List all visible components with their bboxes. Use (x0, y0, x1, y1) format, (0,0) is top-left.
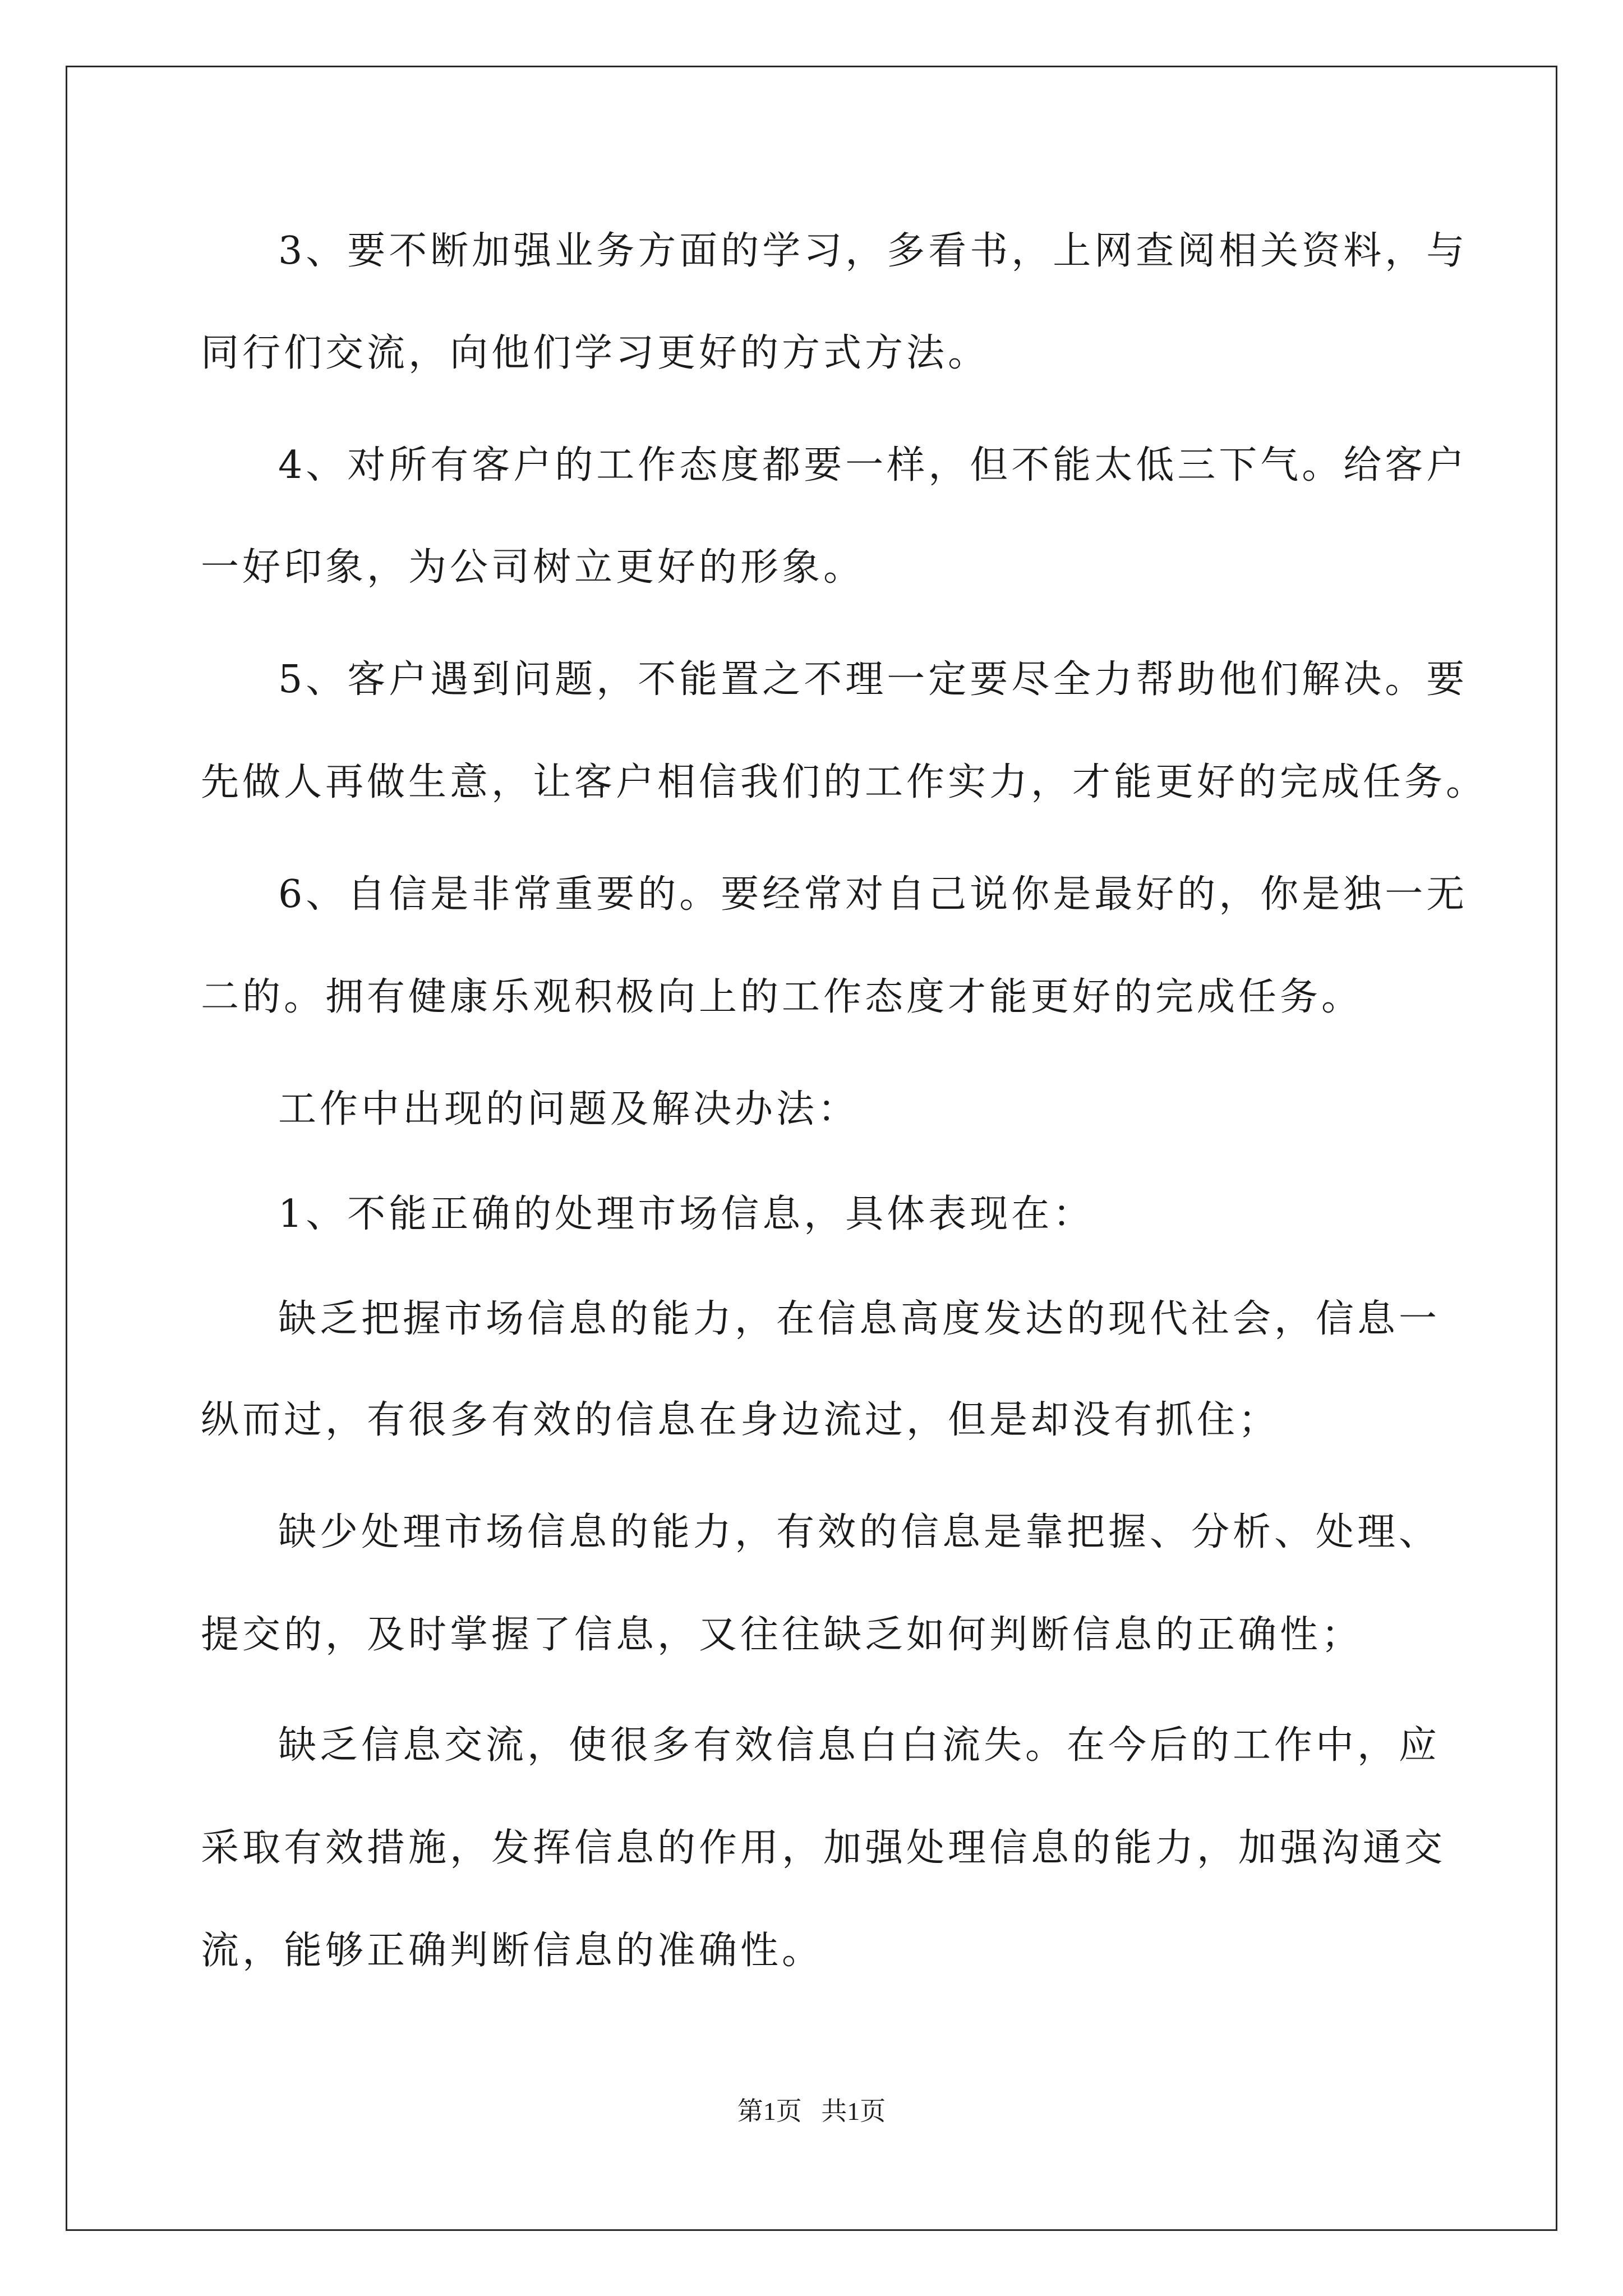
paragraph-line: 4、对所有客户的工作态度都要一样，但不能太低三下气。给客户 (278, 443, 1468, 487)
page-frame (66, 66, 1557, 2231)
paragraph-line: 3、要不断加强业务方面的学习，多看书，上网查阅相关资料，与 (278, 229, 1468, 273)
paragraph-line: 缺少处理市场信息的能力，有效的信息是靠把握、分析、处理、 (278, 1510, 1441, 1554)
paragraph-line: 缺乏信息交流，使很多有效信息白白流失。在今后的工作中，应 (278, 1723, 1441, 1768)
paragraph-line: 纵而过，有很多有效的信息在身边流过，但是却没有抓住； (201, 1398, 1280, 1442)
paragraph-line: 流，能够正确判断信息的准确性。 (201, 1929, 824, 1973)
page-number-footer: 第1页 共1页 (737, 2097, 886, 2125)
paragraph-line: 一好印象，为公司树立更好的形象。 (201, 545, 865, 590)
paragraph-line: 提交的，及时掌握了信息，又往往缺乏如何判断信息的正确性； (201, 1613, 1363, 1657)
paragraph-line: 采取有效措施，发挥信息的作用，加强处理信息的能力，加强沟通交 (201, 1826, 1446, 1870)
paragraph-line: 1、不能正确的处理市场信息，具体表现在： (278, 1192, 1095, 1236)
paragraph-line: 缺乏把握市场信息的能力，在信息高度发达的现代社会，信息一 (278, 1297, 1441, 1341)
paragraph-line: 先做人再做生意，让客户相信我们的工作实力，才能更好的完成任务。 (201, 760, 1488, 804)
paragraph-line: 二的。拥有健康乐观积极向上的工作态度才能更好的完成任务。 (201, 975, 1363, 1019)
paragraph-line: 5、客户遇到问题，不能置之不理一定要尽全力帮助他们解决。要 (278, 657, 1468, 702)
paragraph-line: 同行们交流，向他们学习更好的方式方法。 (201, 331, 990, 375)
section-heading: 工作中出现的问题及解决办法： (278, 1087, 860, 1131)
paragraph-line: 6、自信是非常重要的。要经常对自己说你是最好的，你是独一无 (278, 872, 1468, 917)
